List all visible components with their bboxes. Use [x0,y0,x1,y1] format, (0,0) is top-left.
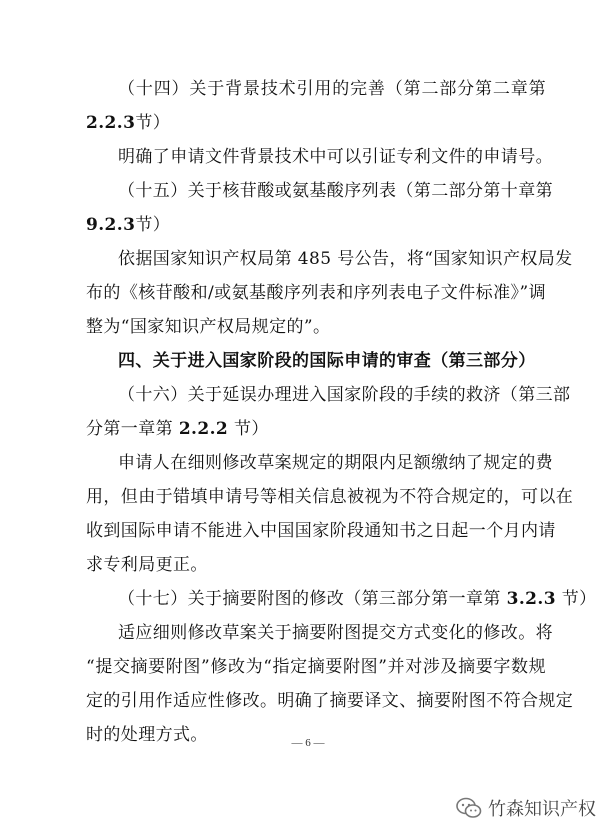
section-16-body-line-3: 收到国际申请不能进入中国国家阶段通知书之日起一个月内请 [86,521,556,541]
section-14-body: 明确了申请文件背景技术中可以引证专利文件的申请号。 [118,147,553,167]
section-14-title-cont: 2.2.3节） [86,113,171,133]
heading-part-4: 四、关于进入国家阶段的国际申请的审查（第三部分） [118,351,536,371]
watermark [456,794,596,822]
section-16-body-line-1: 申请人在细则修改草案规定的期限内足额缴纳了规定的费 [118,453,553,473]
section-16-body-line-4: 求专利局更正。 [86,555,208,575]
section-17-body-line-3: 定的引用作适应性修改。明确了摘要译文、摘要附图不符合规定 [86,691,574,711]
section-15-body-line-2: 布的《核苷酸和/或氨基酸序列表和序列表电子文件标准》”调 [86,283,546,303]
section-17-title: （十七）关于摘要附图的修改（第三部分第一章第 3.2.3 节） [118,589,597,609]
section-17-body-line-4: 时的处理方式。 [86,725,208,745]
section-16-title: （十六）关于延误办理进入国家阶段的手续的救济（第三部 [118,385,571,405]
section-14-title: （十四）关于背景技术引用的完善（第二部分第二章第 [118,79,546,99]
section-17-body-line-2: “提交摘要附图”修改为“指定摘要附图”并对涉及摘要字数规 [86,657,546,677]
section-15-title: （十五）关于核苷酸或氨基酸序列表（第二部分第十章第 [118,181,553,201]
section-16-title-cont: 分第一章第 2.2.2 节） [86,419,269,439]
section-15-title-cont: 9.2.3节） [86,215,171,235]
watermark-text: 竹森知识产权 [488,799,596,820]
section-15-body-line-1: 依据国家知识产权局第 485 号公告，将“国家知识产权局发 [118,249,573,269]
section-16-body-line-2: 用，但由于错填申请号等相关信息被视为不符合规定的，可以在 [86,487,574,507]
page-number: — 6 — [291,737,325,749]
wechat-icon [456,797,482,819]
section-17-body-line-1: 适应细则修改草案关于摘要附图提交方式变化的修改。将 [118,623,553,643]
section-15-body-line-3: 整为“国家知识产权局规定的”。 [86,317,331,337]
